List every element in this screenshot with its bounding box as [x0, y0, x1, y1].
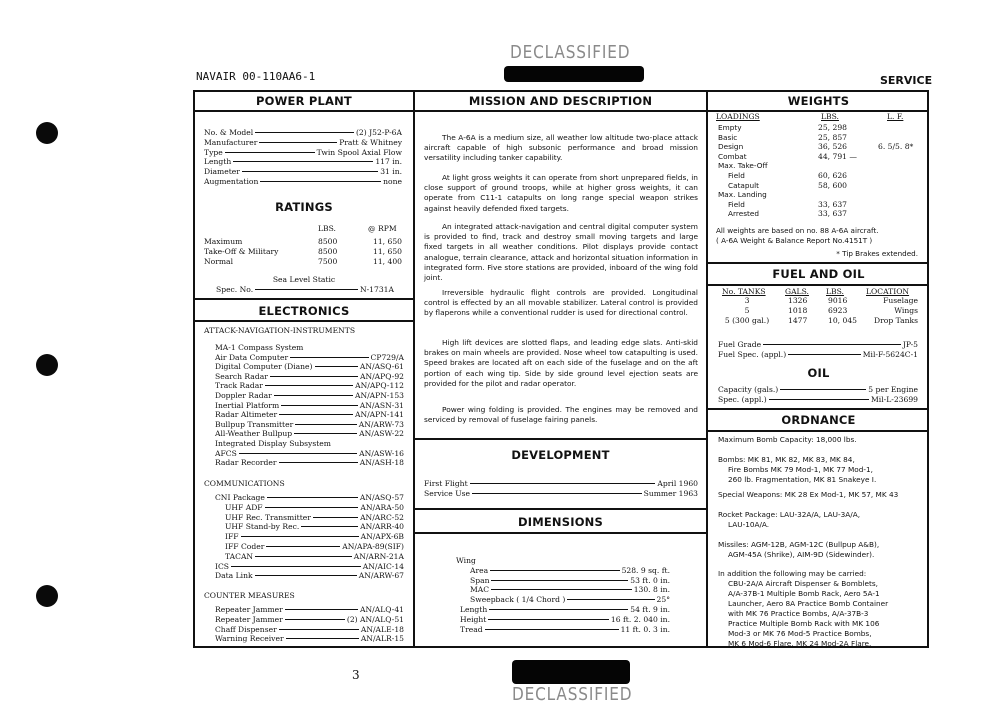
weights-col-loadings: LOADINGS — [716, 112, 760, 121]
mission-paragraph: The A-6A is a medium size, all weather low altitude two-place attack aircraft capable of high subsonic performance and broad mission versatility including tanker capability. — [424, 133, 698, 163]
leader-line — [313, 517, 358, 518]
fuel-row-tanks: 5 (300 gal.) — [724, 315, 770, 325]
counter-item-value: AN/ALE-18 — [360, 624, 404, 634]
counter-item-label: Warning Receiver — [215, 634, 284, 644]
fuel-row-gals: 1018 — [788, 305, 808, 315]
ordnance-carried-line: MK 6 Mod-6 Flare, MK 24 Mod-2A Flare. — [728, 639, 872, 648]
power-plant-row — [204, 157, 402, 166]
comm-item — [215, 493, 404, 502]
punch-hole — [36, 585, 58, 607]
leader-line — [489, 609, 628, 610]
attack-item-label: MA-1 Compass System — [215, 343, 304, 352]
wing-dimension-row-label: Sweepback ( 1/4 Chord ) — [470, 594, 566, 604]
ordnance-special: Special Weapons: MK 28 Ex Mod-1, MK 57, MK 43 — [718, 490, 899, 499]
wing-dimension-row-label: Area — [470, 566, 489, 575]
ratings-col-rpm: @ RPM — [368, 224, 397, 233]
wing-dimension-row — [470, 566, 670, 575]
attack-item-value: AN/APQ-92 — [359, 371, 404, 381]
dimension-row-value: 11 ft. 0. 3 in. — [620, 624, 670, 634]
comm-item-value: AN/ARW-67 — [358, 571, 404, 581]
oil-spec-value: Mil-L-23699 — [871, 395, 918, 404]
weight-row-label: Field — [728, 199, 745, 209]
fuel-row-gals: 1326 — [788, 296, 808, 305]
weight-row-label: Arrested — [728, 209, 759, 219]
mission-paragraph: Power wing folding is provided. The engines may be removed and serviced by removal of fuselage fairing panels. — [424, 405, 698, 425]
max-bomb-capacity: Maximum Bomb Capacity: 18,000 lbs. — [718, 435, 857, 444]
wing-dimension-row — [470, 585, 670, 594]
attack-item — [215, 401, 404, 410]
spec-no-label: Spec. No. — [216, 285, 254, 294]
fuel-spec-label: Fuel Spec. (appl.) — [718, 350, 787, 359]
power-plant-row — [204, 138, 402, 147]
comm-item-label: CNI Package — [215, 493, 265, 502]
dimension-row — [460, 615, 670, 624]
power-plant-row — [204, 148, 402, 157]
development-row-value: April 1960 — [657, 479, 698, 488]
attack-item-label: Radar Recorder — [215, 458, 277, 468]
leader-line — [242, 171, 378, 172]
ordnance-carried-line: with MK 76 Practice Bombs, A/A-37B-3 — [728, 609, 869, 618]
power-plant-row-label: Augmentation — [204, 177, 259, 186]
leader-line — [274, 395, 353, 396]
weight-row-label: Combat — [718, 151, 747, 161]
comm-item-value: AN/ARA-50 — [360, 502, 404, 512]
power-plant-row-value: none — [383, 177, 402, 186]
attack-item-value: AN/ASQ-61 — [359, 362, 404, 372]
electronics-title: ELECTRONICS — [258, 304, 350, 318]
weight-row-lbs: 60, 626 — [818, 171, 847, 180]
weight-row-label: Max. Landing — [718, 190, 767, 200]
mission-paragraph: At light gross weights it can operate from short unprepared fields, in close support of ground troops, while at higher gross weights, it can operate from C11-1 catapults on long range special weapon strikes against heavily defended fixed targets. — [424, 173, 698, 213]
punch-hole — [36, 122, 58, 144]
fuel-spec-row — [718, 350, 918, 359]
development-row-label: First Flight — [424, 479, 468, 488]
counter-item — [215, 625, 404, 634]
leader-line — [259, 142, 337, 143]
dimension-row-value: 16 ft. 2. 040 in. — [610, 614, 670, 624]
fuel-oil-title: FUEL AND OIL — [772, 267, 865, 281]
leader-line — [285, 619, 345, 620]
ratings-title: RATINGS — [275, 200, 333, 214]
weight-row-lbs: 25, 298 — [818, 123, 847, 132]
attack-item-label: Air Data Computer — [215, 352, 289, 362]
oil-capacity-row — [718, 385, 918, 394]
weight-row-label: Basic — [718, 132, 738, 142]
leader-line — [279, 629, 359, 630]
ordnance-rocket-line: Rocket Package: LAU-32A/A, LAU-3A/A, — [718, 510, 861, 519]
comm-item-value: AN/ARC-52 — [360, 512, 404, 522]
attack-item-value: AN/APQ-112 — [355, 381, 404, 391]
ratings-row-label: Take-Off & Military — [204, 246, 279, 256]
comm-item-label: UHF Rec. Transmitter — [225, 512, 311, 522]
column-divider-1 — [413, 90, 415, 648]
leader-line — [763, 344, 901, 345]
ratings-row-lbs: 8500 — [318, 246, 338, 256]
attack-item — [215, 449, 404, 458]
weight-row-lf: 6. 5/5. 8* — [878, 142, 914, 152]
leader-line — [780, 389, 866, 390]
comm-item — [225, 542, 404, 551]
ratings-row-lbs: 7500 — [318, 256, 338, 266]
leader-line — [294, 433, 357, 434]
power-plant-row-value: Twin Spool Axial Flow — [316, 147, 402, 157]
comm-item — [225, 503, 404, 512]
comm-item-value: AN/ARR-40 — [360, 522, 404, 532]
attack-item — [215, 391, 404, 400]
leader-line — [265, 507, 359, 508]
comm-item — [215, 571, 404, 580]
wing-dimension-row-value: 130. 8 in. — [633, 585, 670, 595]
weights-col-lf: L. F. — [887, 112, 904, 121]
attack-item-label: Search Radar — [215, 371, 268, 381]
spec-no-value: N-1731A — [359, 285, 394, 294]
counter-item — [215, 615, 404, 624]
counter-item-value: AN/ALR-15 — [360, 634, 404, 644]
ratings-row-label: Maximum — [204, 237, 243, 246]
weight-row-lbs: 36, 526 — [818, 142, 847, 152]
development-title: DEVELOPMENT — [511, 448, 610, 462]
weight-row-lbs: 33, 637 — [818, 209, 847, 219]
page-mark: 3 — [352, 668, 360, 682]
leader-line — [267, 497, 358, 498]
power-plant-row-value: 117 in. — [375, 157, 402, 167]
development-row-label: Service Use — [424, 489, 470, 498]
rule — [706, 408, 929, 410]
comm-item-value: AN/AIC-14 — [362, 561, 404, 571]
attack-item — [215, 353, 404, 362]
attack-item — [215, 420, 404, 429]
dimension-row — [460, 625, 670, 634]
rule — [193, 298, 414, 300]
leader-line — [255, 575, 357, 576]
weight-row-label: Design — [718, 142, 744, 152]
wing-dimension-row — [470, 576, 670, 585]
ratings-row-label: Normal — [204, 256, 234, 266]
counter-item-label: Chaff Dispenser — [215, 624, 277, 634]
wing-dimension-row-value: 25° — [656, 594, 670, 604]
attack-item-value: AN/ASW-16 — [359, 448, 404, 458]
leader-line — [769, 399, 869, 400]
wing-dimension-row-label: MAC — [470, 585, 490, 595]
punch-hole — [36, 354, 58, 376]
leader-line — [290, 357, 368, 358]
mission-title: MISSION AND DESCRIPTION — [468, 94, 653, 108]
ratings-row-rpm: 11, 650 — [373, 246, 402, 256]
counter-item-label: Repeater Jammer — [215, 614, 283, 624]
service-label: SERVICE — [880, 74, 933, 87]
dimension-row-label: Tread — [460, 624, 483, 634]
attack-item — [215, 429, 404, 438]
ordnance-carried-line: Mod-3 or MK 76 Mod-5 Practice Bombs, — [728, 629, 872, 638]
fuel-col-lbs: LBS. — [826, 287, 844, 296]
weight-row-label: Catapult — [728, 180, 760, 190]
weight-row-label: Empty — [718, 123, 742, 132]
attack-item-value: CP729/A — [370, 352, 404, 362]
weight-row-lbs: 44, 791 — — [818, 151, 857, 161]
ratings-row-rpm: 11, 650 — [373, 237, 402, 246]
oil-spec-row — [718, 395, 918, 404]
attack-item-value: AN/ASH-18 — [359, 458, 404, 468]
comm-item-label: UHF ADF — [225, 502, 263, 512]
comm-item — [225, 532, 404, 541]
fuel-grade-row — [718, 340, 918, 349]
dimension-row-label: Height — [460, 614, 487, 624]
ordnance-title: ORDNANCE — [781, 413, 856, 427]
ordnance-carried-line: A/A-37B-1 Multiple Bomb Rack, Aero 5A-1 — [728, 589, 880, 598]
attack-item-value: AN/APN-141 — [355, 410, 404, 420]
comm-item-label: TACAN — [225, 551, 254, 561]
ordnance-missiles-line: Missiles: AGM-12B, AGM-12C (Bullpup A&B), — [718, 540, 880, 549]
development-row — [424, 489, 698, 498]
power-plant-row-value: (2) J52-P-6A — [355, 128, 402, 137]
leader-line — [301, 526, 358, 527]
comm-heading: COMMUNICATIONS — [204, 479, 285, 488]
development-row — [424, 479, 698, 488]
rule — [413, 532, 707, 534]
weight-row-label: Field — [728, 171, 745, 180]
attack-item-value: AN/ASW-22 — [359, 429, 404, 439]
weights-note-1: All weights are based on no. 88 A-6A aircraft. — [716, 226, 879, 235]
comm-item-value: AN/APX-6B — [360, 532, 404, 542]
attack-item-label: Bullpup Transmitter — [215, 419, 294, 429]
attack-item — [215, 372, 404, 381]
redaction-bar-top — [504, 66, 644, 82]
comm-item-value: AN/ASQ-57 — [359, 493, 404, 502]
rule — [413, 508, 707, 510]
fuel-row-lbs: 10, 045 — [828, 315, 857, 325]
power-plant-row-label: Length — [204, 157, 232, 167]
comm-item — [225, 513, 404, 522]
dimension-row — [460, 605, 670, 614]
comm-item — [225, 522, 404, 531]
attack-item-label: Integrated Display Subsystem — [215, 439, 331, 448]
redaction-bar-bottom — [512, 660, 630, 684]
rule — [193, 110, 414, 112]
spec-no-row — [216, 285, 394, 294]
fuel-grade-label: Fuel Grade — [718, 340, 762, 349]
leader-line — [239, 453, 357, 454]
declassified-stamp-bottom: DECLASSIFIED — [512, 684, 633, 705]
leader-line — [279, 462, 358, 463]
leader-line — [788, 354, 861, 355]
fuel-row-location: Fuselage — [883, 296, 918, 305]
fuel-grade-value: JP-5 — [902, 340, 918, 349]
leader-line — [315, 366, 358, 367]
weights-col-lbs: LBS. — [821, 112, 839, 121]
comm-item — [225, 552, 404, 561]
attack-item-value: AN/APN-153 — [355, 391, 404, 400]
leader-line — [270, 376, 358, 377]
development-row-value: Summer 1963 — [643, 489, 698, 498]
fuel-row-tanks: 5 — [744, 305, 750, 315]
rule — [706, 430, 929, 432]
rule — [706, 262, 929, 264]
leader-line — [490, 570, 619, 571]
fuel-row-location: Drop Tanks — [874, 315, 918, 325]
leader-line — [485, 629, 619, 630]
sea-level-static: Sea Level Static — [272, 275, 336, 284]
leader-line — [225, 152, 315, 153]
comm-item-label: UHF Stand-by Rec. — [225, 522, 300, 532]
fuel-row-lbs: 6923 — [828, 305, 848, 315]
attack-item-label: Track Radar — [215, 381, 263, 391]
power-plant-row — [204, 128, 402, 137]
leader-line — [285, 609, 358, 610]
attack-item — [215, 362, 404, 371]
power-plant-row-value: Pratt & Whitney — [339, 137, 402, 147]
fuel-spec-value: Mil-F-5624C-1 — [862, 350, 918, 359]
weights-note-2: ( A-6A Weight & Balance Report No.4151T ) — [716, 236, 873, 245]
power-plant-row-label: No. & Model — [204, 128, 254, 137]
attack-item-label: Digital Computer (Diane) — [215, 362, 313, 372]
leader-line — [233, 161, 373, 162]
leader-line — [241, 536, 359, 537]
fuel-col-location: LOCATION — [866, 287, 910, 296]
leader-line — [279, 414, 353, 415]
leader-line — [255, 556, 352, 557]
leader-line — [286, 638, 359, 639]
wing-dimension-row-value: 528. 9 sq. ft. — [621, 566, 670, 575]
power-plant-row — [204, 167, 402, 176]
ordnance-carried-line: Practice Multiple Bomb Rack with MK 106 — [728, 619, 880, 628]
ordnance-missiles-line: AGM-45A (Shrike), AIM-9D (Sidewinder). — [728, 550, 875, 559]
power-plant-title: POWER PLANT — [256, 94, 352, 108]
attack-item-label: Doppler Radar — [215, 391, 272, 400]
leader-line — [255, 289, 358, 290]
attack-item-value: AN/ARW-73 — [358, 419, 404, 429]
weights-title: WEIGHTS — [787, 94, 850, 108]
oil-capacity-label: Capacity (gals.) — [718, 385, 779, 394]
dimension-row-label: Length — [460, 605, 488, 614]
counter-item-value: AN/ALQ-41 — [360, 605, 404, 614]
leader-line — [266, 546, 340, 547]
counter-item — [215, 605, 404, 614]
leader-line — [567, 599, 654, 600]
leader-line — [491, 589, 632, 590]
power-plant-row-value: 31 in. — [380, 167, 402, 177]
dimension-row-value: 54 ft. 9 in. — [630, 605, 670, 614]
leader-line — [281, 405, 358, 406]
comm-item-label: IFF Coder — [225, 542, 265, 551]
attack-item-label: Radar Altimeter — [215, 410, 278, 420]
fuel-row-gals: 1477 — [788, 315, 808, 325]
attack-heading: ATTACK-NAVIGATION-INSTRUMENTS — [204, 326, 356, 335]
comm-item — [215, 562, 404, 571]
attack-item — [215, 381, 404, 390]
rule — [193, 320, 414, 322]
wing-dimension-row-label: Span — [470, 575, 490, 585]
wing-label: Wing — [456, 556, 476, 565]
mission-paragraph: High lift devices are slotted flaps, and leading edge slats. Anti-skid brakes on main wheels are provided. Nose wheel tow catapulting is used. Speed brakes are located aft on each side of the fuselage and on the aft portion of each wing tip. Side by side ground level ejection seats are provided for the pilot and radar operator. — [424, 338, 698, 388]
weight-row-label: Max. Take-Off — [718, 161, 768, 171]
wing-dimension-row-value: 53 ft. 0 in. — [630, 575, 670, 585]
leader-line — [265, 385, 353, 386]
attack-item-label: All-Weather Bullpup — [215, 429, 293, 439]
mission-paragraph: Irreversible hydraulic flight controls are provided. Longitudinal control is effected by an all movable stabilizer. Lateral control is provided by flaperons while a conventional rudder is used for directional control. — [424, 288, 698, 318]
leader-line — [295, 424, 357, 425]
counter-item-value: (2) AN/ALQ-51 — [346, 614, 404, 624]
wing-dimension-row — [470, 595, 670, 604]
ordnance-bombs-line: Fire Bombs MK 79 Mod-1, MK 77 Mod-1, — [728, 465, 873, 474]
leader-line — [255, 132, 354, 133]
comm-item-value: AN/ARN-21A — [353, 551, 404, 561]
weights-note-3: * Tip Brakes extended. — [836, 249, 918, 258]
declassified-stamp-top: DECLASSIFIED — [510, 42, 631, 63]
ratings-row-rpm: 11, 400 — [373, 256, 402, 266]
fuel-row-location: Wings — [894, 305, 918, 315]
attack-item — [215, 458, 404, 467]
comm-item-label: IFF — [225, 532, 239, 542]
attack-item — [215, 439, 404, 448]
fuel-col-gals: GALS. — [785, 287, 809, 296]
oil-title: OIL — [807, 366, 830, 380]
oil-capacity-value: 5 per Engine — [868, 385, 918, 394]
power-plant-row-label: Diameter — [204, 167, 240, 177]
ratings-row-lbs: 8500 — [318, 237, 338, 246]
dimensions-title: DIMENSIONS — [518, 515, 603, 529]
attack-item-value: AN/ASN-31 — [359, 400, 404, 410]
weight-row-lbs: 33, 637 — [818, 199, 847, 209]
doc-number: NAVAIR 00-110AA6-1 — [196, 70, 316, 83]
counter-item-label: Repeater Jammer — [215, 605, 283, 614]
ordnance-bombs-line: Bombs: MK 81, MK 82, MK 83, MK 84, — [718, 455, 855, 464]
oil-spec-label: Spec. (appl.) — [718, 395, 767, 404]
fuel-col-tanks: No. TANKS — [722, 287, 766, 296]
attack-item — [215, 410, 404, 419]
weight-row-lbs: 25, 857 — [818, 132, 847, 142]
power-plant-row — [204, 177, 402, 186]
comm-item-value: AN/APA-89(SIF) — [342, 542, 404, 551]
fuel-row-lbs: 9016 — [828, 296, 848, 305]
ordnance-carried-line: CBU-2A/A Aircraft Dispenser & Bomblets, — [728, 579, 878, 588]
rule — [413, 438, 707, 440]
rule — [413, 110, 707, 112]
power-plant-row-label: Manufacturer — [204, 137, 258, 147]
ordnance-bombs-line: 260 lb. Fragmentation, MK 81 Snakeye I. — [728, 475, 877, 484]
leader-line — [472, 493, 642, 494]
attack-item — [215, 343, 404, 352]
weight-row-lbs: 58, 600 — [818, 180, 847, 190]
counter-item — [215, 634, 404, 643]
ratings-col-lbs: LBS. — [318, 224, 336, 233]
comm-item-label: ICS — [215, 561, 230, 571]
attack-item-label: AFCS — [215, 448, 237, 458]
leader-line — [260, 181, 381, 182]
rule — [706, 284, 929, 286]
comm-item-label: Data Link — [215, 571, 253, 581]
leader-line — [231, 566, 361, 567]
ordnance-rocket-line: LAU-10A/A. — [728, 520, 770, 529]
leader-line — [488, 619, 609, 620]
leader-line — [491, 580, 628, 581]
leader-line — [470, 483, 656, 484]
attack-item-label: Inertial Platform — [215, 400, 280, 410]
power-plant-row-label: Type — [204, 147, 223, 157]
mission-paragraph: An integrated attack-navigation and central digital computer system is provided to find, track and destroy small moving targets and large fixed targets in all weather conditions. Pilot displays provide contact analogue, terrain clearance, attack and horizontal situation information in integrated form. Five store stations are provided, inboard of the wing fold joint. — [424, 222, 698, 283]
ordnance-carried-line: In addition the following may be carried: — [718, 569, 867, 578]
fuel-row-tanks: 3 — [744, 296, 750, 305]
counter-heading: COUNTER MEASURES — [204, 591, 295, 600]
ordnance-carried-line: Launcher, Aero 8A Practice Bomb Container — [728, 599, 889, 608]
